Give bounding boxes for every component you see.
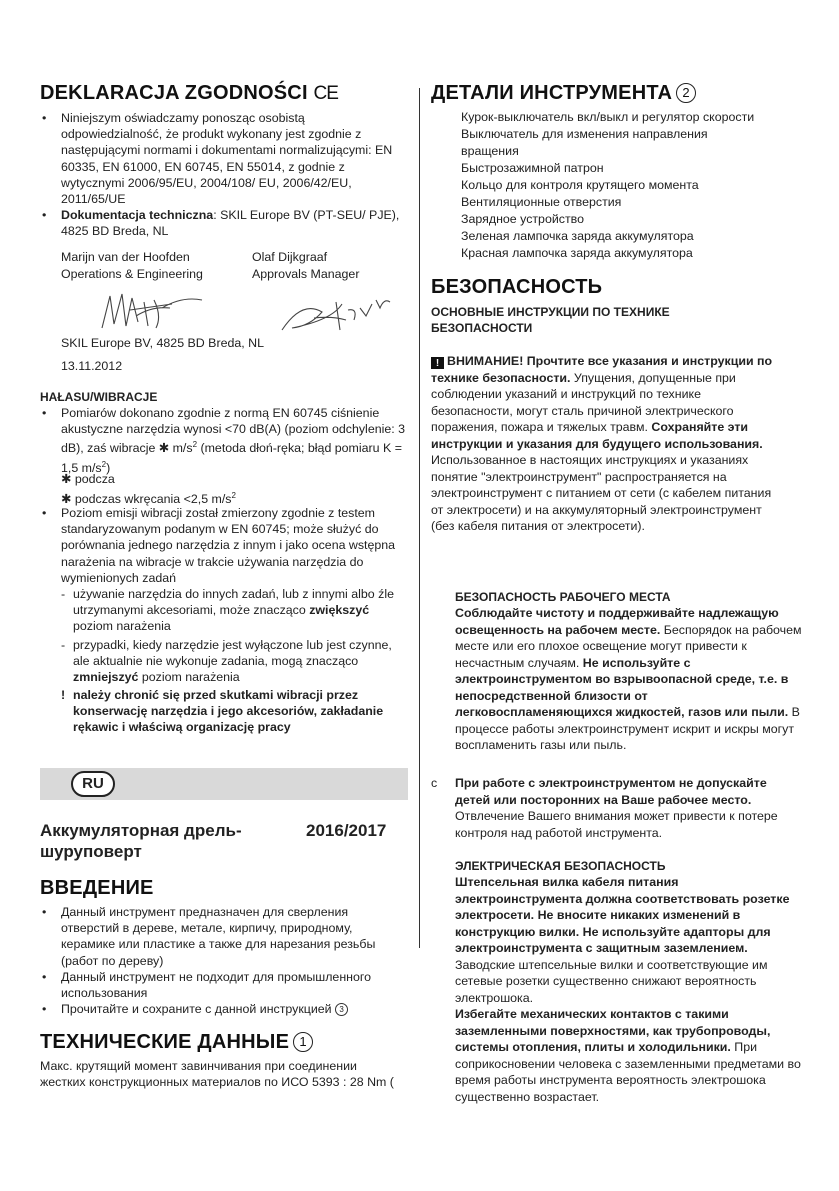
- plug-text: Штепсельная вилка кабеля питания электроинструмента должна соответствовать розетке электросети. Не вносите никаких изменений в конструкцию вилки. Не используйте адапторы для электроинструмента с защитным заземлением. Заводские штепсельные вилки и соответствующие им сетевые розетки существенно снижают вероятность электрошока.: [455, 875, 790, 1005]
- intro-item: • Данный инструмент предназначен для сверления отверстий в дереве, метале, кирпичу, природному, керамике или пластике а также для нарезания резьбы (работ по дереву): [40, 904, 402, 969]
- part-item: Курок-выключатель вкл/выкл и регулятор скорости: [461, 110, 755, 124]
- children-warning: При работе с электроинструментом не допускайте детей или посторонних на Ваше рабочее место. Отвлечение Вашего внимания может привести к потере контроля над работой инструмента.: [455, 776, 778, 840]
- electrical-title: ЭЛЕКТРИЧЕСКАЯ БЕЗОПАСНОСТЬ: [455, 859, 666, 873]
- exposure-decrease: - przypadki, kiedy narzędzie jest wyłączone lub jest czynne, ale aktualnie nie wykonuje zadania, mogą znacząco zmniejszyć poziom narażenia: [61, 638, 392, 685]
- emission-list: [40, 505, 404, 586]
- noise-list: [40, 405, 408, 476]
- work-area-title: БЕЗОПАСНОСТЬ РАБОЧЕГО МЕСТА: [455, 590, 671, 604]
- model-number: 2016/2017: [306, 821, 387, 840]
- intro-item: • Прочитайте и сохраните с данной инструкцией 3: [40, 1001, 402, 1017]
- part-item: Зеленая лампочка заряда аккумулятора: [461, 229, 694, 243]
- intro-item: • Данный инструмент не подходит для промышленного использования: [40, 969, 402, 1001]
- signer-2: Olaf Dijkgraaf Approvals Manager: [252, 250, 360, 281]
- ref-2-icon: 2: [676, 83, 696, 103]
- signature-1-image: [92, 286, 222, 336]
- intro-list: [40, 904, 402, 1017]
- item-label-c: c: [431, 776, 438, 790]
- company-address: SKIL Europe BV, 4825 BD Breda, NL: [61, 336, 264, 350]
- ref-1-icon: 1: [293, 1032, 313, 1052]
- signer-1: Marijn van der Hoofden Operations & Engineering: [61, 250, 203, 281]
- parts-list: [431, 109, 831, 262]
- part-item: Выключатель для изменения направления: [461, 127, 708, 141]
- intro-title: ВВЕДЕНИЕ: [40, 877, 154, 899]
- declaration-date: 13.11.2012: [61, 359, 123, 373]
- part-item: вращения: [461, 144, 519, 158]
- part-item: Кольцо для контроля крутящего момента: [461, 178, 699, 192]
- vibration-screwing: ✱ podczas wkręcania <2,5 $m/s^2$: [61, 491, 236, 507]
- electrical-section: [455, 858, 805, 1105]
- vibration-drilling: ✱ podcza: [61, 472, 115, 486]
- language-bar: [40, 768, 408, 800]
- part-item: Красная лампочка заряда аккумулятора: [461, 246, 693, 260]
- tech-data-text: Макс. крутящий момент завинчивания при соединении жестких конструкционных материалов по ИСО 5393 : 28 Nm (: [40, 1059, 394, 1090]
- safety-subtitle: ОСНОВНЫЕ ИНСТРУКЦИИ ПО ТЕХНИКЕ БЕЗОПАСНОСТИ: [431, 305, 670, 335]
- declaration-item: • Niniejszym oświadczamy ponosząc osobistą odpowiedzialność, że produkt wykonany jest zgodnie z następującymi normami i dokumentami normalizującymi: EN 60335, EN 61000, EN 60745, EN 55014, z godnie z wytycznymi 2006/95/EU, 2004/108/ EU, 2006/42/EU, 2011/65/UE: [40, 110, 400, 207]
- language-badge: RU: [71, 771, 115, 797]
- vibration-protection-note: ! należy chronić się przed skutkami wibracji przez konserwację narzędzia i jego akcesoriów, zakładanie rękawic i właściwą organizację pracy: [61, 688, 384, 735]
- ce-mark: CE: [313, 83, 338, 104]
- ref-3-icon: 3: [335, 1003, 348, 1016]
- general-warning: ! ВНИМАНИЕ! Прочтите все указания и инструкции по технике безопасности. Упущения, допущенные при соблюдении указаний и инструкций по технике безопасности, могут сталь причиной электрического поражения, пожара и тяжелых травм. Сохраняйте эти инструкции и указания для будущего использования. Использованное в настоящих инструкциях и указаниях понятие "электроинструмент" распространяется на электроинструмент с питанием от сети (с кабелем питания от электросети) и на аккумуляторный электроинструмент (без кабеля питания от электросети).: [431, 354, 773, 533]
- tech-data-title: ТЕХНИЧЕСКИЕ ДАННЫЕ 1: [40, 1031, 313, 1054]
- warning-icon: !: [431, 357, 444, 369]
- column-divider: [419, 88, 420, 948]
- product-name: Аккумуляторная дрель-шуруповерт: [40, 821, 242, 861]
- part-item: Вентиляционные отверстия: [461, 195, 622, 209]
- declaration-title: DEKLARACJA ZGODNOŚCI CE: [40, 82, 338, 104]
- exposure-increase: - używanie narzędzia do innych zadań, lub z innymi albo źle utrzymanymi akcesoriami, może znacząco zwiększyć poziom narażenia: [61, 587, 394, 634]
- declaration-list: [40, 110, 400, 240]
- noise-item: • Pomiarów dokonano zgodnie z normą EN 60745 ciśnienie akustyczne narzędzia wynosi <70 dB(A) (poziom odchylenie: 3 dB), zaś wibracje ✱ $m/s^2$ (metoda dłoń-ręka; błąd pomiaru K = 1,5 $m/s^2$): [40, 405, 408, 476]
- noise-title: HAŁASU/WIBRACJE: [40, 390, 158, 404]
- tech-doc-item: • Dokumentacja techniczna: SKIL Europe BV (PT-SEU/ PJE), 4825 BD Breda, NL: [40, 207, 400, 239]
- work-area-text: Соблюдайте чистоту и поддерживайте надлежащую освещенность на рабочем месте. Беспорядок на рабочем месте или его плохое освещение могут привести к несчастным случаям. Не используйте с электроинструментом во взрывоопасной среде, т.е. в непосредственной близости от легковоспламеняющихся жидкостей, газов или пыли. В процессе работы электроинструмент искрит и искры могут воспламенить газы или пыль.: [455, 606, 802, 752]
- work-area-section: [455, 589, 805, 754]
- safety-title: БЕЗОПАСНОСТЬ: [431, 276, 603, 298]
- part-item: Быстрозажимной патрон: [461, 161, 604, 175]
- signature-2-image: [262, 290, 412, 338]
- grounding-text: Избегайте механических контактов с такими заземленными поверхностями, как трубопроводы, системы отопления, плиты и холодильники. При соприкосновении человека с заземленными предметами во время работы инструмента вероятность электрошока существенно возрастает.: [455, 1007, 801, 1104]
- part-item: Зарядное устройство: [461, 212, 584, 226]
- parts-title: ДЕТАЛИ ИНСТРУМЕНТА 2: [431, 82, 696, 105]
- emission-item: • Poziom emisji wibracji został zmierzony zgodnie z testem standaryzowanym podanym w EN 60745; może służyć do porównania jednego narzędzia z innym i jako ocena wstępna narażenia na wibracje w trakcie używania narzędzia do wymienionych zadań: [40, 505, 404, 586]
